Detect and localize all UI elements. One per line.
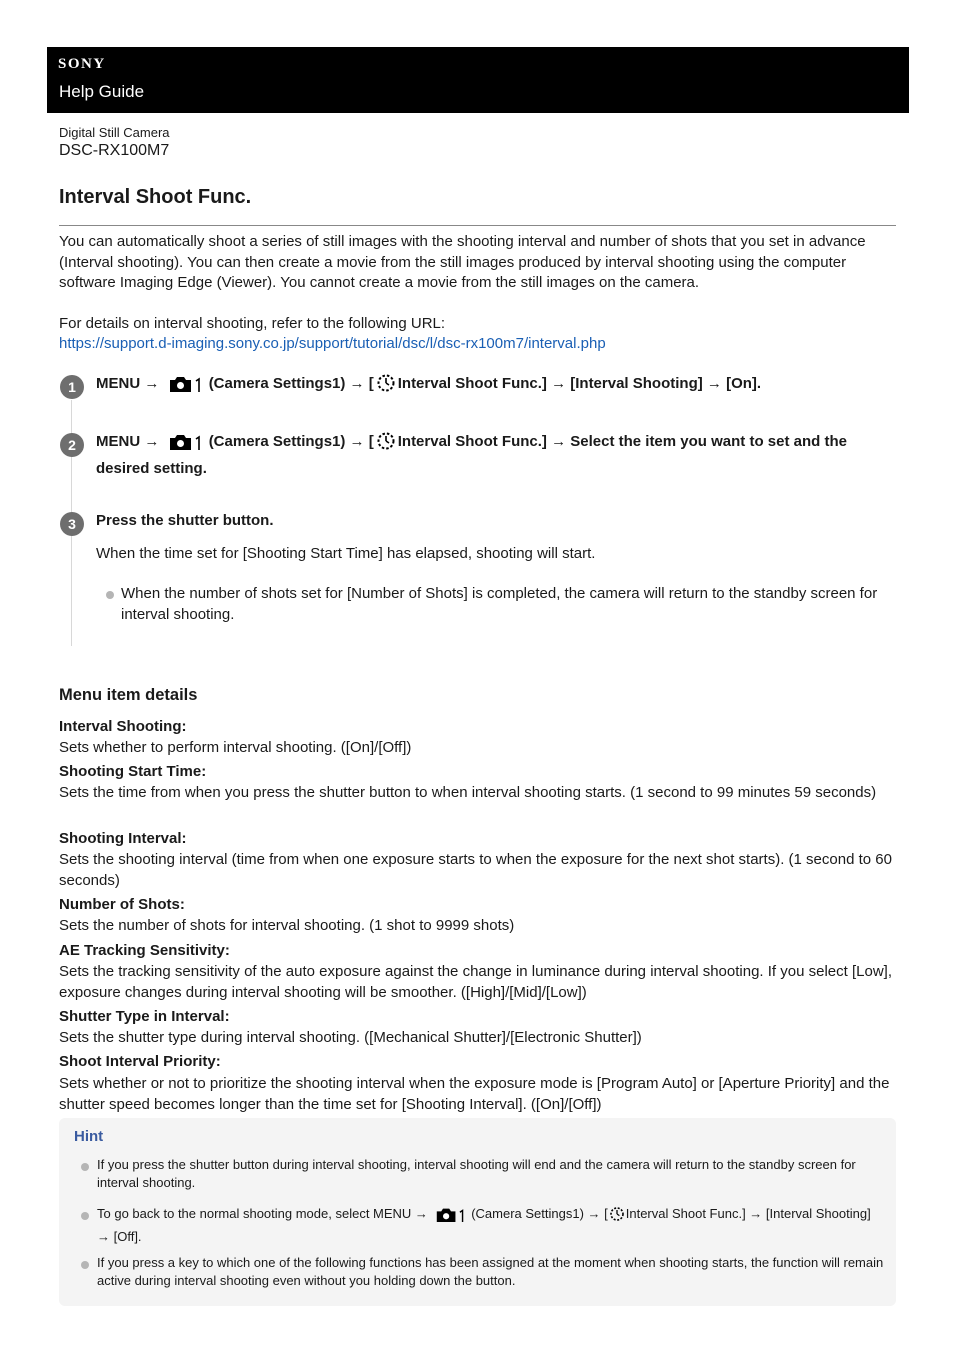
interval-dial-icon	[376, 373, 396, 400]
hint-box	[59, 1118, 896, 1306]
step-2-number: 2	[60, 433, 84, 457]
step-3-description: When the time set for [Shooting Start Time] has elapsed, shooting will start.	[96, 545, 596, 562]
def-shoot-interval-priority: Sets whether or not to prioritize the shooting interval when the exposure mode is [Program Auto] or [Aperture Priority] and the shutter speed becomes longer than the time set for [Shooting Interval]. ([On]/[Off])	[59, 1075, 890, 1113]
def-interval-shooting: Sets whether to perform interval shooting. ([On]/[Off])	[59, 739, 412, 756]
term-shooting-start-time: Shooting Start Time:	[59, 763, 207, 780]
camera-settings1-icon	[168, 373, 204, 400]
term-ae-tracking: AE Tracking Sensitivity:	[59, 942, 230, 959]
interval-dial-icon	[376, 431, 396, 458]
tutorial-link[interactable]: https://support.d-imaging.sony.co.jp/support/tutorial/dsc/l/dsc-rx100m7/interval.php	[59, 335, 606, 352]
step-3-number: 3	[60, 512, 84, 536]
url-intro: For details on interval shooting, refer to the following URL:	[59, 315, 446, 332]
step-1-number: 1	[60, 375, 84, 399]
help-guide-label: Help Guide	[59, 82, 145, 101]
hint-item-1: If you press the shutter button during interval shooting, interval shooting will end and the camera will return to the standby screen for interval shooting.	[97, 1157, 856, 1190]
def-shutter-type: Sets the shutter type during interval shooting. ([Mechanical Shutter]/[Electronic Shutter])	[59, 1029, 642, 1046]
def-number-of-shots: Sets the number of shots for interval shooting. (1 shot to 9999 shots)	[59, 917, 515, 934]
term-shoot-interval-priority: Shoot Interval Priority:	[59, 1053, 221, 1070]
page-title: Interval Shoot Func.	[59, 186, 252, 208]
term-shooting-interval: Shooting Interval:	[59, 830, 187, 847]
bullet-dot	[106, 591, 114, 599]
def-shooting-interval: Sets the shooting interval (time from when one exposure starts to when the exposure for the next shot starts). (1 second to 60 seconds)	[59, 851, 892, 889]
product-category: Digital Still Camera	[59, 125, 170, 140]
hint-title: Hint	[74, 1128, 104, 1145]
title-divider	[59, 225, 896, 226]
camera-settings1-icon	[168, 431, 204, 458]
hint-item-2: To go back to the normal shooting mode, select MENU → (Camera Settings1) → [ Interval Shoot Func.] → [Interval Shooting] → [Off].	[97, 1206, 871, 1244]
def-shooting-start-time: Sets the time from when you press the shutter button to when interval shooting starts. (1 second to 99 minutes 59 seconds)	[59, 784, 877, 801]
bullet-dot	[81, 1163, 89, 1171]
product-model: DSC-RX100M7	[59, 142, 170, 159]
term-interval-shooting: Interval Shooting:	[59, 718, 187, 735]
interval-dial-icon	[609, 1206, 625, 1227]
step-2-text: MENU → (Camera Settings1) → [ Interval Shoot Func.] → Select the item you want to set and the desired setting.	[96, 433, 847, 477]
term-shutter-type: Shutter Type in Interval:	[59, 1008, 230, 1025]
bullet-dot	[81, 1212, 89, 1220]
sony-logo: SONY	[58, 56, 106, 72]
header-bar	[47, 47, 909, 113]
menu-details-heading: Menu item details	[59, 686, 198, 704]
term-number-of-shots: Number of Shots:	[59, 896, 185, 913]
step-3-note: When the number of shots set for [Number of Shots] is completed, the camera will return to the standby screen for interval shooting.	[121, 585, 878, 623]
bullet-dot	[81, 1261, 89, 1269]
hint-item-3: If you press a key to which one of the following functions has been assigned at the moment when shooting starts, the function will remain active during interval shooting even without you holding down the button.	[97, 1255, 884, 1288]
camera-settings1-icon	[435, 1205, 467, 1228]
step-1-text: MENU → (Camera Settings1) → [ Interval Shoot Func.] → [Interval Shooting] → [On].	[96, 373, 896, 400]
intro-paragraph: You can automatically shoot a series of still images with the shooting interval and number of shots that you set in advance (Interval shooting). You can then create a movie from the still images produced by interval shooting using the computer software Imaging Edge (Viewer). You cannot create a movie from the still images on the camera.	[59, 233, 866, 291]
def-ae-tracking: Sets the tracking sensitivity of the auto exposure against the change in luminance during interval shooting. If you select [Low], exposure changes during interval shooting will be smoother. ([High]/[Mid]/[Low])	[59, 963, 892, 1001]
step-3-text: Press the shutter button.	[96, 512, 274, 529]
